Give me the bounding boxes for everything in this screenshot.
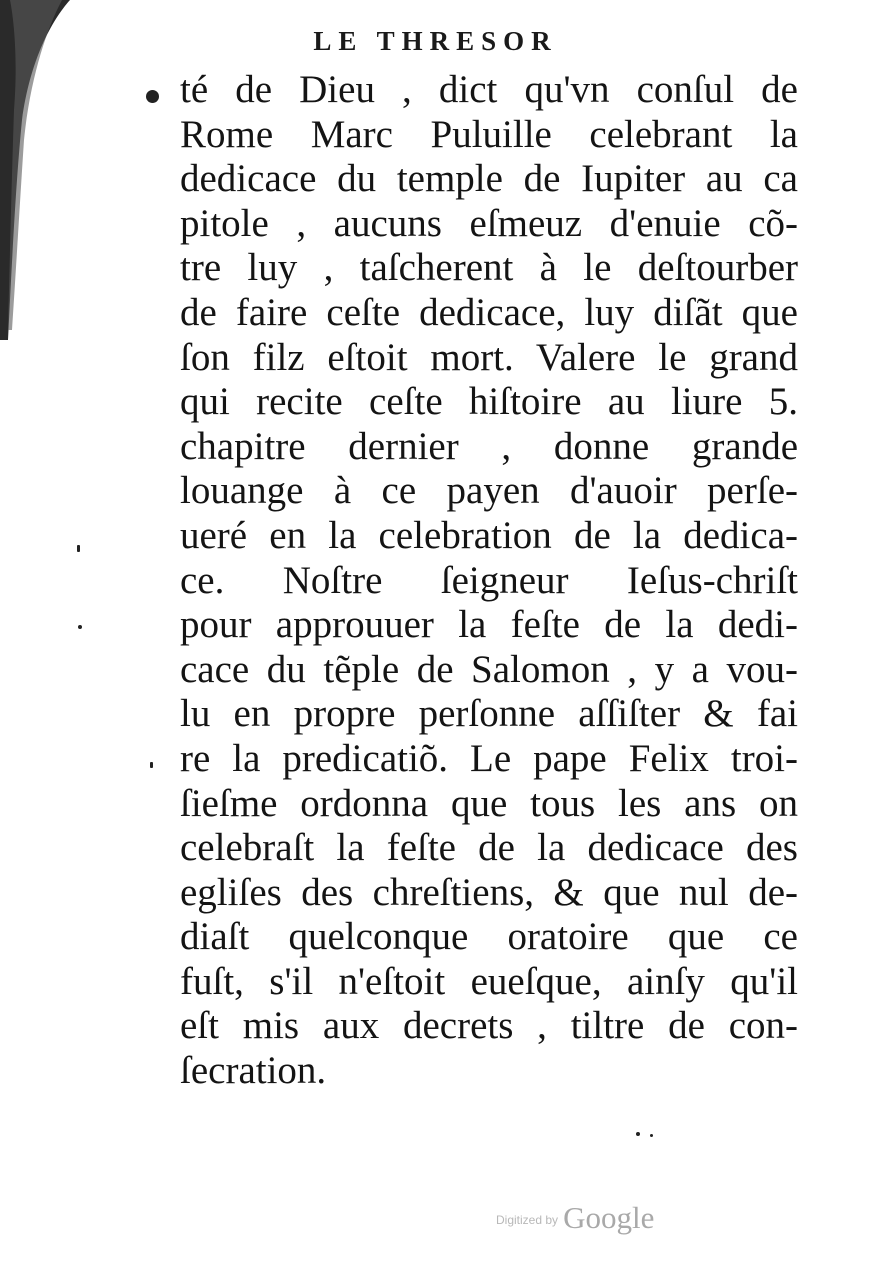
text-line: eſt mis aux decrets , tiltre de con- (180, 1004, 798, 1048)
text-line: louange à ce payen d'auoir perſe- (180, 469, 798, 513)
margin-speck (77, 545, 80, 552)
text-line: ueré en la celebration de la dedica- (180, 513, 798, 557)
text-line: celebraſt la feſte de la dedicace des (180, 826, 798, 870)
margin-speck (636, 1132, 640, 1136)
text-line: dedicace du temple de Iupiter au ca (180, 157, 798, 201)
margin-speck (150, 762, 153, 768)
text-line: ſon filz eſtoit mort. Valere le grand (180, 335, 798, 379)
text-line: qui recite ceſte hiſtoire au liure 5. (180, 380, 798, 424)
text-line: tre luy , taſcherent à le deſtourber (180, 246, 798, 290)
body-text (180, 68, 798, 1094)
text-line: pour approuuer la feſte de la dedi- (180, 603, 798, 647)
text-line: cace du tẽple de Salomon , y a vou- (180, 647, 798, 691)
margin-dot (146, 90, 159, 103)
digitized-watermark (496, 1200, 696, 1240)
text-line: té de Dieu , dict qu'vn conſul de (180, 68, 798, 111)
text-line: diaſt quelconque oratoire que ce (180, 915, 798, 959)
text-line: ce. Noſtre ſeigneur Ieſus-chriſt (180, 558, 798, 602)
text-line: chapitre dernier , donne grande (180, 424, 798, 468)
watermark-small-text: Digitized by (496, 1213, 559, 1227)
text-line: re la predicatiõ. Le pape Felix troi- (180, 736, 798, 780)
running-head: LE THRESOR (313, 26, 558, 56)
text-line: egliſes des chreſtiens, & que nul de- (180, 870, 798, 914)
text-line: ſecration. (180, 1049, 327, 1093)
text-line: de faire ceſte dedicace, luy diſãt que (180, 290, 798, 334)
text-line: ſieſme ordonna que tous les ans on (180, 781, 798, 825)
watermark-brand: Google (563, 1200, 655, 1235)
text-line: Rome Marc Puluille celebrant la (180, 112, 798, 156)
text-line: pitole , aucuns eſmeuz d'enuie cõ- (180, 201, 798, 245)
margin-speck (650, 1134, 653, 1137)
text-line: fuſt, s'il n'eſtoit eueſque, ainſy qu'il (180, 959, 798, 1003)
margin-speck (78, 625, 82, 629)
text-line: lu en propre perſonne aſſiſter & fai (180, 692, 798, 736)
